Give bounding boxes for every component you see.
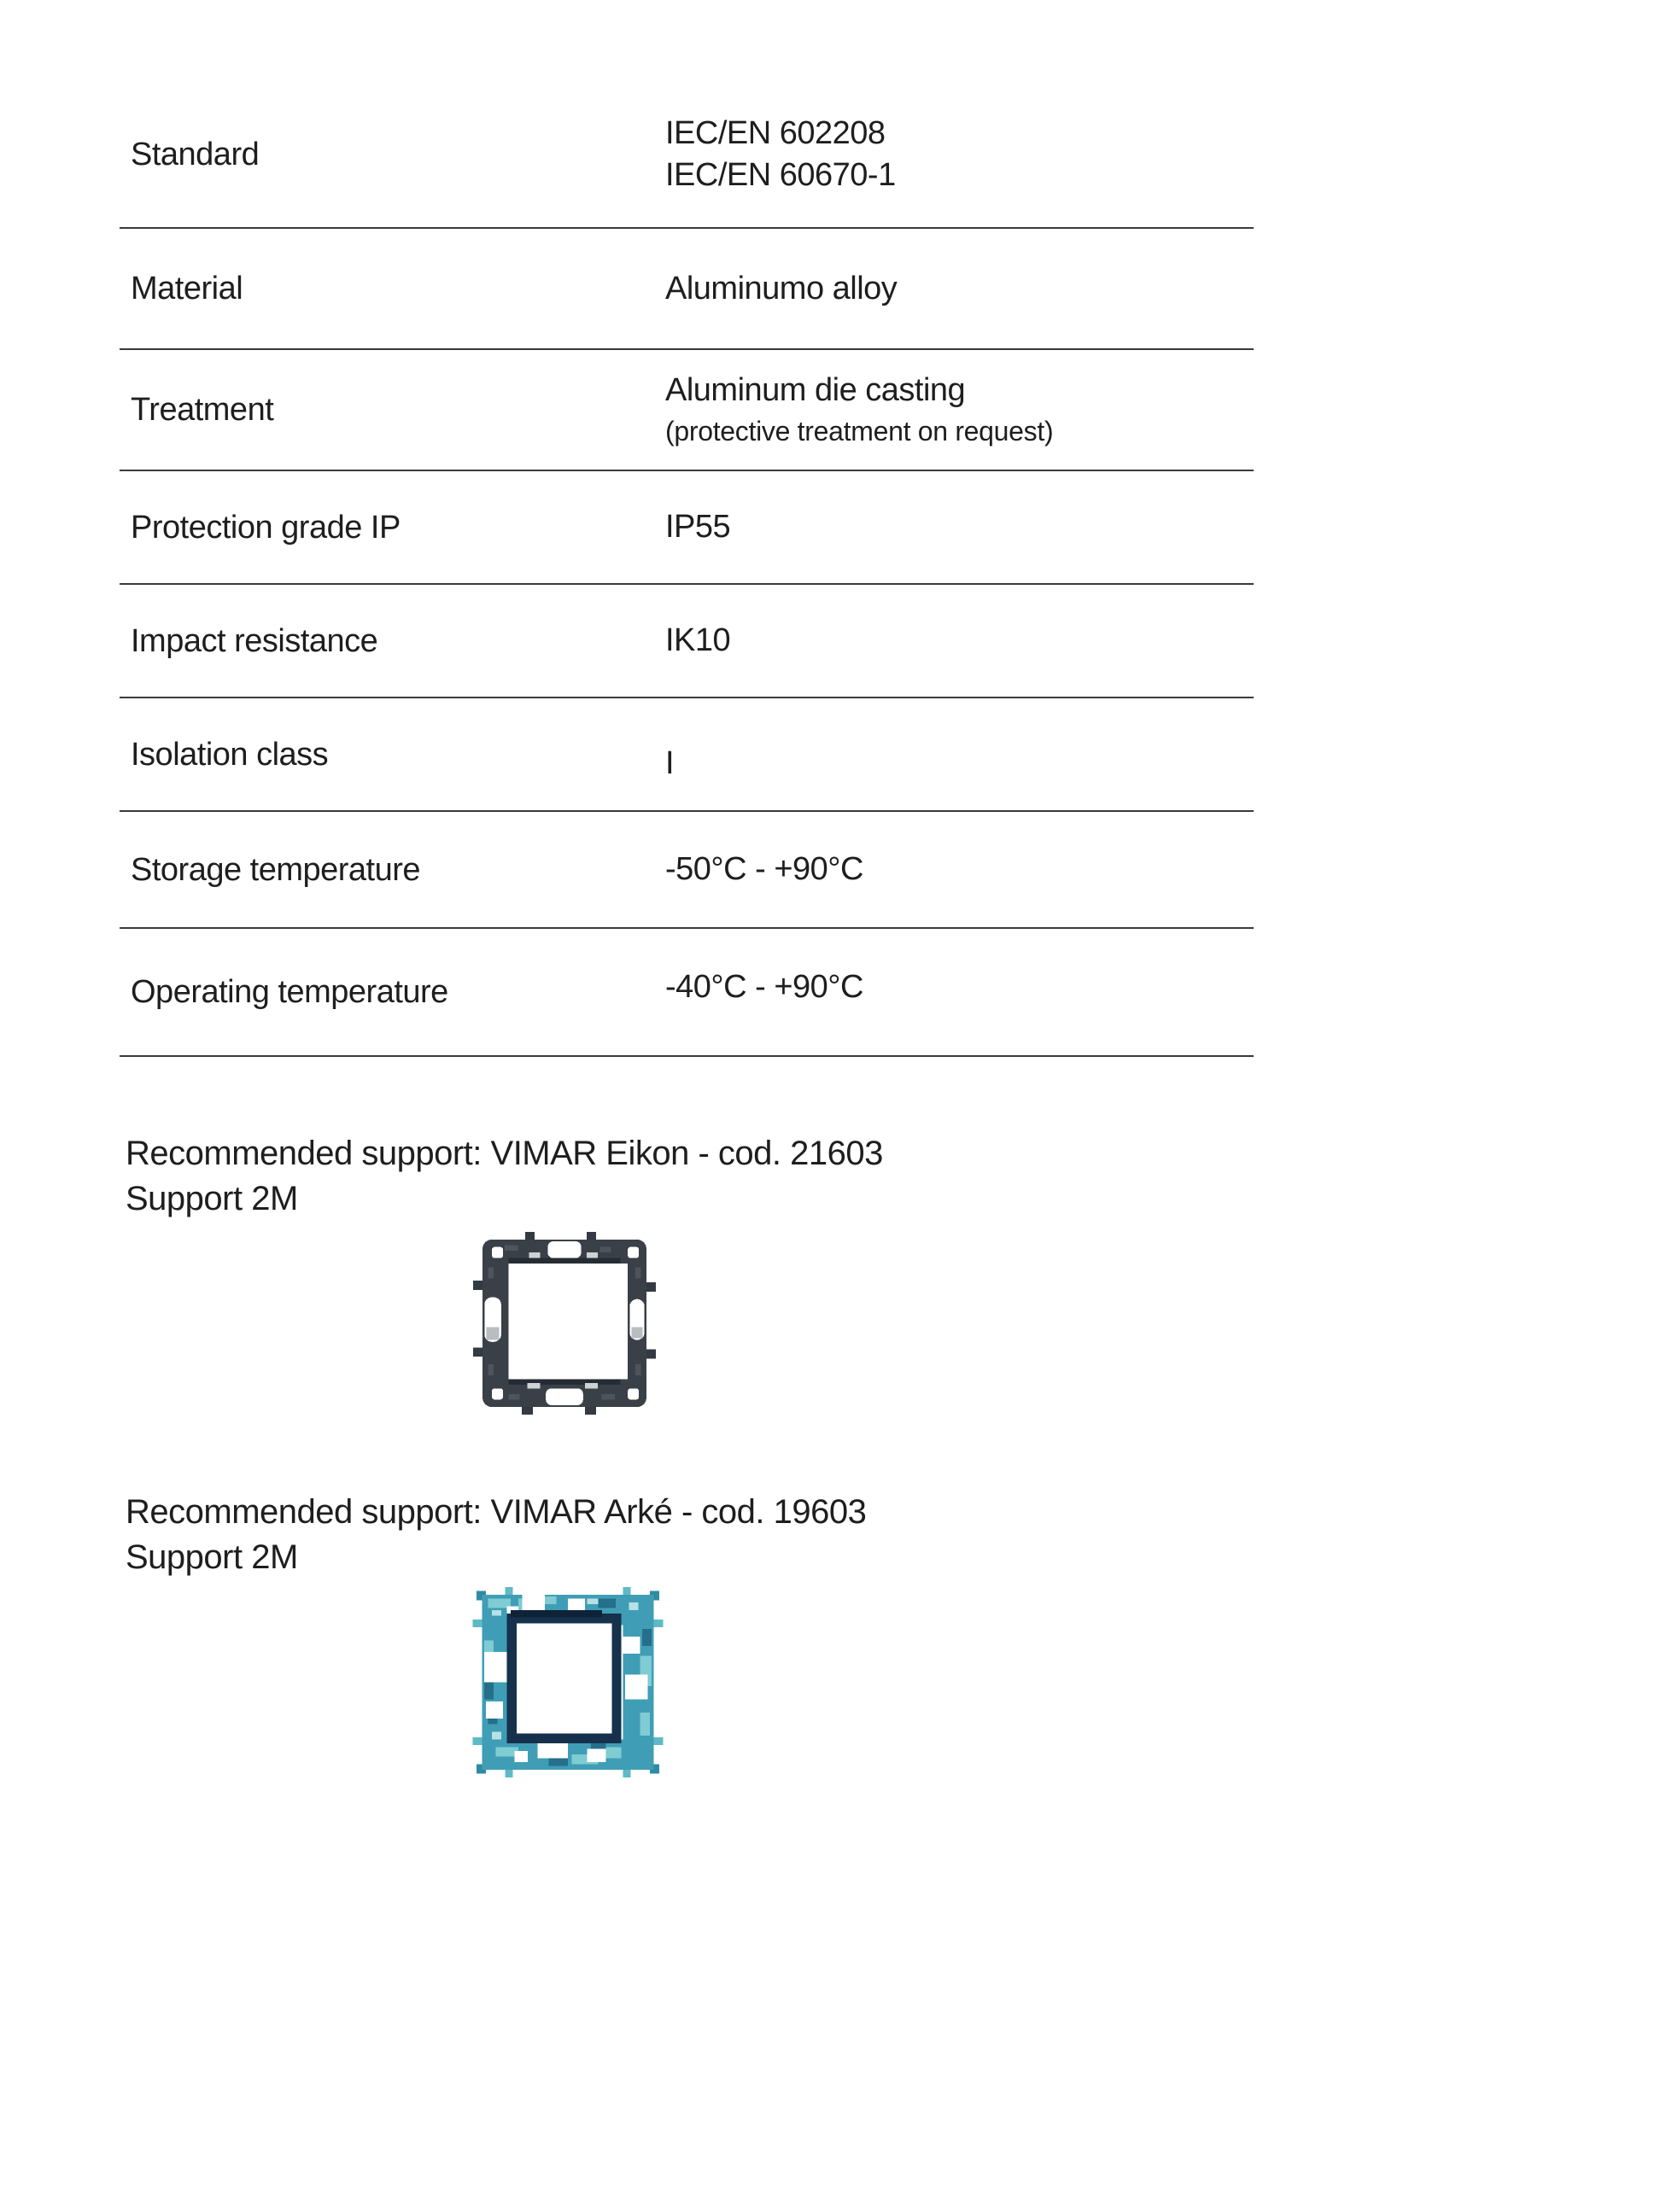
spec-label: Impact resistance <box>131 622 378 659</box>
spec-value-line: IEC/EN 60670-1 <box>665 157 896 193</box>
spec-value <box>665 113 896 196</box>
spec-value-line: Aluminumo alloy <box>665 270 898 306</box>
spec-value-line: Aluminum die casting <box>665 371 966 408</box>
support-section-eikon <box>126 1131 883 1420</box>
spec-value-line: -50°C - +90°C <box>665 851 863 887</box>
spec-value <box>665 966 863 1008</box>
spec-label: Storage temperature <box>131 851 421 888</box>
support-heading: Recommended support: VIMAR Eikon - cod. 21603 <box>126 1135 883 1172</box>
spec-row-impact-resistance <box>120 585 1254 698</box>
spec-value <box>665 620 730 662</box>
spec-value-line: IEC/EN 602208 <box>665 115 886 151</box>
support-subheading: Support 2M <box>126 1538 298 1576</box>
spec-label: Operating temperature <box>131 974 448 1010</box>
spec-value-note: (protective treatment on request) <box>665 415 1054 446</box>
spec-table <box>120 82 1254 1057</box>
spec-row-operating-temperature <box>120 929 1254 1057</box>
spec-value-line: IK10 <box>665 622 731 658</box>
spec-value-line: -40°C - +90°C <box>665 968 863 1005</box>
spec-row-storage-temperature <box>120 812 1254 929</box>
arke-support-frame-image <box>472 1587 866 1777</box>
spec-label: Standard <box>131 137 260 172</box>
spec-row-material <box>120 229 1254 350</box>
spec-label: Material <box>131 271 243 306</box>
spec-value-line: IP55 <box>665 509 731 545</box>
support-subheading: Support 2M <box>126 1180 298 1217</box>
spec-label: Isolation class <box>131 736 329 773</box>
spec-value <box>665 743 674 785</box>
spec-row-isolation-class <box>120 698 1254 812</box>
spec-value <box>665 370 1053 451</box>
spec-value <box>665 849 863 890</box>
spec-value <box>665 268 897 310</box>
spec-row-treatment <box>120 350 1254 471</box>
spec-label: Protection grade IP <box>131 509 401 546</box>
spec-value <box>665 506 730 548</box>
support-heading: Recommended support: VIMAR Arké - cod. 19603 <box>126 1493 867 1531</box>
spec-row-standard <box>120 82 1254 229</box>
spec-label: Treatment <box>131 392 274 428</box>
spec-value-line: I <box>665 745 675 781</box>
support-section-arke <box>126 1490 866 1777</box>
spec-row-protection-grade <box>120 471 1254 585</box>
eikon-support-frame-image <box>471 1227 883 1420</box>
